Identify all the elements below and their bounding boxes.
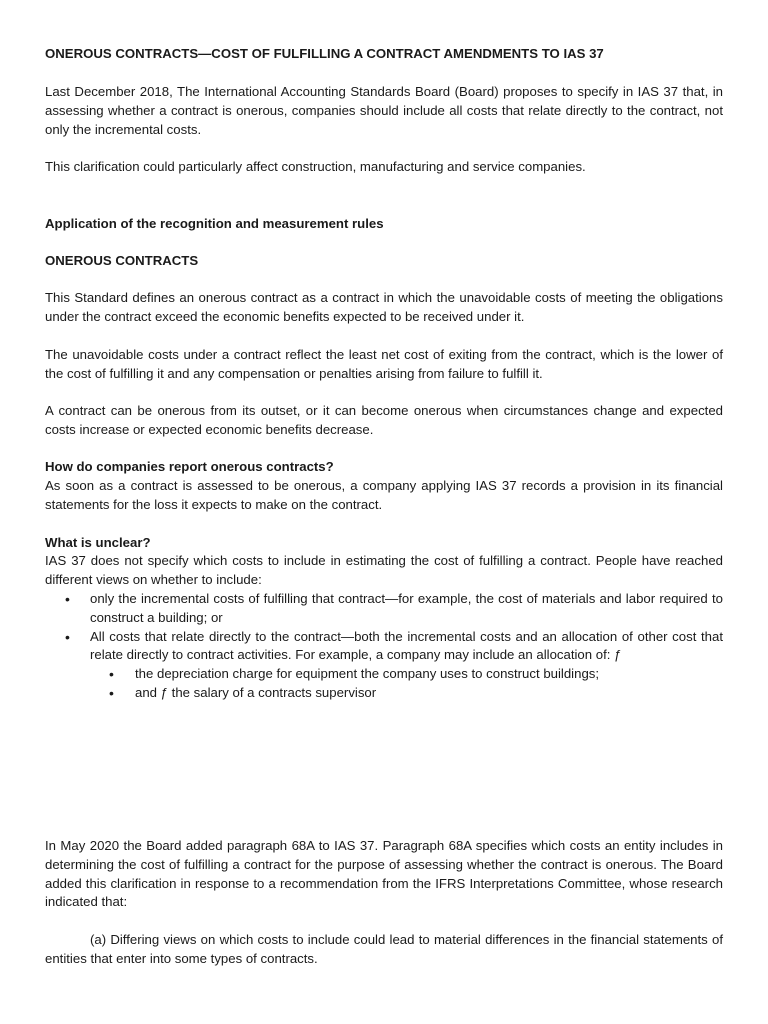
question-heading-unclear: What is unclear? [45, 535, 151, 550]
question-body-unclear: IAS 37 does not specify which costs to include in estimating the cost of fulfilling a contract. People have reached different views on whether to include: [45, 553, 723, 587]
list-item: • only the incremental costs of fulfilling that contract—for example, the cost of materials and labor required to construct a building; or [45, 590, 723, 628]
intro-paragraph-2: This clarification could particularly affect construction, manufacturing and service companies. [45, 159, 586, 174]
section-heading: Application of the recognition and measurement rules [45, 216, 384, 231]
subsection-heading: ONEROUS CONTRACTS [45, 253, 199, 268]
list-item-with-sublist [45, 628, 723, 703]
definition-paragraph-1: This Standard defines an onerous contract as a contract in which the unavoidable costs of meeting the obligations under the contract exceed the economic benefits expected to be received under it. [45, 290, 723, 324]
item-a-paragraph: (a) Differing views on which costs to include could lead to material differences in the financial statements of entities that enter into some types of contracts. [45, 932, 723, 966]
allocation-examples-list [90, 665, 723, 703]
sub-list-item: • and ƒ the salary of a contracts supervisor [90, 684, 723, 703]
document-title: ONEROUS CONTRACTS—COST OF FULFILLING A CONTRACT AMENDMENTS TO IAS 37 [45, 46, 604, 61]
question-heading-report: How do companies report onerous contracts? [45, 459, 334, 474]
definition-paragraph-2: The unavoidable costs under a contract reflect the least net cost of exiting from the contract, which is the lower of the cost of fulfilling it and any compensation or penalties arising from failure to fulfill it. [45, 347, 723, 381]
may-2020-paragraph: In May 2020 the Board added paragraph 68A to IAS 37. Paragraph 68A specifies which costs an entity includes in determining the cost of fulfilling a contract for the purpose of assessing whether the contract is onerous. The Board added this clarification in response to a recommendation from the IFRS Interpretations Committee, whose research indicated that: [45, 838, 723, 910]
question-body-report: As soon as a contract is assessed to be onerous, a company applying IAS 37 records a provision in its financial statements for the loss it expects to make on the contract. [45, 478, 723, 512]
cost-options-list [45, 590, 723, 703]
list-item-text: All costs that relate directly to the contract—both the incremental costs and an allocation of other cost that relate directly to contract activities. For example, a company may include an allocation of: ƒ [90, 628, 723, 663]
intro-paragraph-1: Last December 2018, The International Accounting Standards Board (Board) proposes to specify in IAS 37 that, in assessing whether a contract is onerous, companies should include all costs that relate directly to the contract, not only the incremental costs. [45, 84, 723, 137]
definition-paragraph-3: A contract can be onerous from its outset, or it can become onerous when circumstances change and expected costs increase or expected economic benefits decrease. [45, 403, 723, 437]
sub-list-item: • the depreciation charge for equipment the company uses to construct buildings; [90, 665, 723, 684]
